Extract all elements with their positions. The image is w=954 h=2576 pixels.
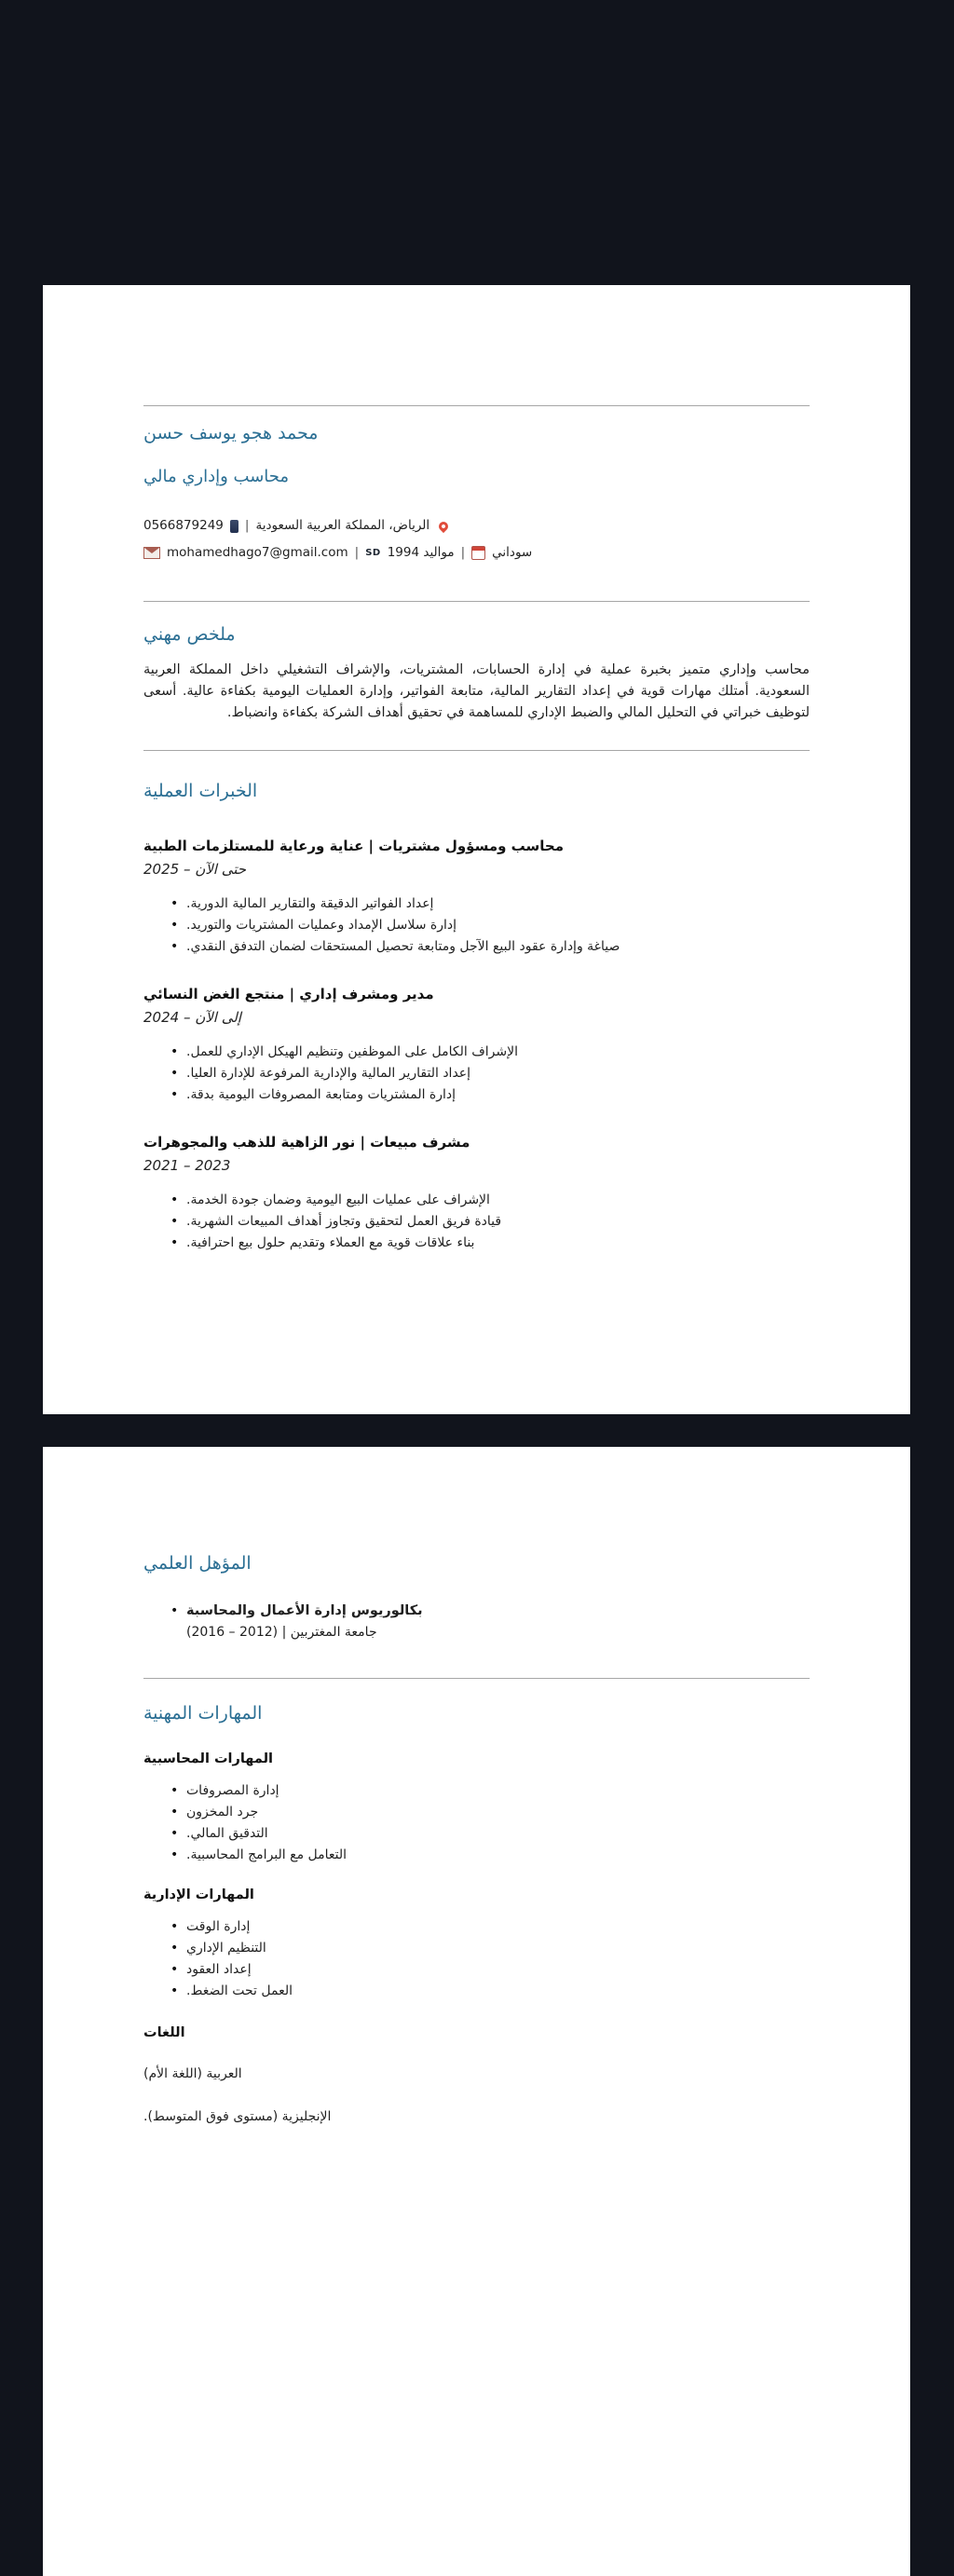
job-bullet: • بناء علاقات قوية مع العملاء وتقديم حلول بيع احترافية.	[143, 1233, 810, 1253]
skill-item: • التعامل مع البرامج المحاسبية.	[143, 1846, 810, 1865]
section-heading-education: المؤهل العلمي	[143, 1553, 252, 1574]
pin-icon	[437, 519, 450, 532]
candidate-job-title: محاسب وإداري مالي	[143, 467, 290, 486]
job-title: محاسب ومسؤول مشتريات | عناية ورعاية للمستلزمات الطبية	[143, 838, 565, 854]
skill-list	[143, 1917, 810, 2001]
degree-school: جامعة المغتربين | (2012 – 2016)	[186, 1625, 377, 1640]
skill-item: • إدارة المصروفات	[143, 1781, 810, 1801]
job-entry	[143, 837, 810, 957]
resume-page-1	[43, 285, 910, 1414]
horizontal-rule	[143, 601, 810, 602]
sudan-flag: SD	[365, 548, 381, 558]
job-bullet: • إدارة المشتريات ومتابعة المصروفات اليومية بدقة.	[143, 1085, 810, 1105]
degree-title: • بكالوريوس إدارة الأعمال والمحاسبة	[186, 1603, 423, 1618]
job-bullet: • الإشراف على عمليات البيع اليومية وضمان جودة الخدمة.	[143, 1191, 810, 1210]
skill-item: • إدارة الوقت	[143, 1917, 810, 1937]
job-bullet-list	[143, 1191, 810, 1253]
education-item	[143, 1601, 810, 1642]
section-heading-experience: الخبرات العملية	[143, 781, 258, 801]
skill-item: • التدقيق المالي.	[143, 1824, 810, 1844]
email-text: mohamedhago7@gmail.com	[167, 545, 348, 560]
horizontal-rule	[143, 405, 810, 406]
skill-group-title: المهارات المحاسبية	[143, 1751, 274, 1766]
nationality-text: سوداني	[492, 545, 533, 560]
contact-row-2	[143, 544, 810, 562]
candidate-name: محمد هجو يوسف حسن	[143, 423, 319, 443]
job-bullet: • صياغة وإدارة عقود البيع الآجل ومتابعة تحصيل المستحقات لضمان التدفق النقدي.	[143, 937, 810, 957]
horizontal-rule	[143, 750, 810, 751]
job-period: 2021 – 2023	[143, 1157, 231, 1174]
job-entry	[143, 985, 810, 1105]
separator: |	[460, 545, 466, 560]
location-text: الرياض، المملكة العربية السعودية	[255, 518, 430, 533]
resume-page-2	[43, 1447, 910, 2576]
separator: |	[354, 545, 360, 560]
job-title: مدير ومشرف إداري | منتجع الغض النسائي	[143, 986, 434, 1002]
separator: |	[244, 518, 250, 533]
section-heading-summary: ملخص مهني	[143, 624, 236, 645]
job-bullet: • الإشراف الكامل على الموظفين وتنظيم الهيكل الإداري للعمل.	[143, 1043, 810, 1062]
contact-row-1	[143, 517, 810, 535]
job-title: مشرف مبيعات | نور الزاهية للذهب والمجوهرات	[143, 1134, 470, 1151]
skill-item: • إعداد العقود	[143, 1960, 810, 1980]
calendar-icon	[471, 546, 485, 560]
skill-item: • العمل تحت الضغط.	[143, 1982, 810, 2001]
skill-item: • جرد المخزون	[143, 1803, 810, 1822]
education-list	[143, 1601, 810, 1642]
job-entry	[143, 1133, 810, 1253]
skill-group-title: المهارات الإدارية	[143, 1888, 254, 1902]
summary-paragraph: محاسب وإداري متميز بخبرة عملية في إدارة الحسابات، المشتريات، والإشراف التشغيلي داخل المملكة العربية السعودية. أمتلك مهارات قوية في إعداد التقارير المالية، متابعة الفواتير، وإدارة العمليات اليومية بكفاءة عالية. أسعى لتوظيف خبراتي في التحليل المالي والضبط الإداري للمساهمة في تحقيق أهداف الشركة بكفاءة وانضباط.	[143, 662, 810, 720]
job-bullet: • إدارة سلاسل الإمداد وعمليات المشتريات والتوريد.	[143, 916, 810, 935]
job-bullet: • قيادة فريق العمل لتحقيق وتجاوز أهداف المبيعات الشهرية.	[143, 1212, 810, 1232]
skill-list	[143, 1781, 810, 1865]
job-bullet: • إعداد الفواتير الدقيقة والتقارير المالية الدورية.	[143, 894, 810, 914]
language-item: الإنجليزية (مستوى فوق المتوسط).	[143, 2109, 332, 2124]
phone-icon	[230, 520, 238, 533]
envelope-icon	[143, 547, 160, 559]
job-bullet-list	[143, 894, 810, 957]
job-bullet-list	[143, 1043, 810, 1105]
languages-title: اللغات	[143, 2025, 185, 2040]
phone-number: 0566879249	[143, 518, 224, 533]
birth-text: 1994 مواليد	[387, 545, 455, 560]
language-item: العربية (اللغة الأم)	[143, 2066, 242, 2081]
horizontal-rule	[143, 1678, 810, 1679]
job-period: 2025 – حتى الآن	[143, 861, 247, 878]
skill-item: • التنظيم الإداري	[143, 1939, 810, 1958]
job-bullet: • إعداد التقارير المالية والإدارية المرفوعة للإدارة العليا.	[143, 1064, 810, 1084]
section-heading-skills: المهارات المهنية	[143, 1703, 263, 1724]
job-period: إلى الآن – 2024	[143, 1009, 241, 1026]
